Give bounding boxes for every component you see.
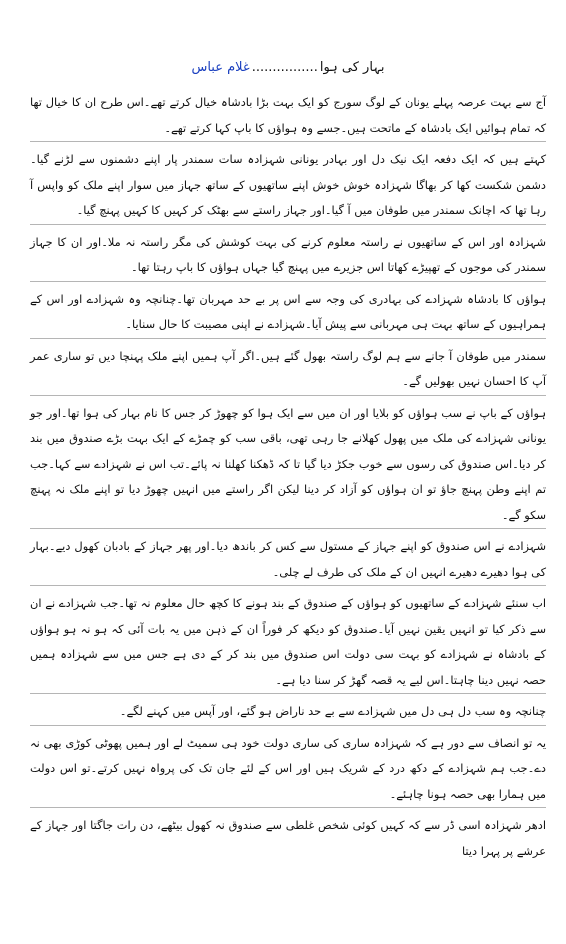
paragraph: چنانچہ وہ سب دل ہی دل میں شہزادے سے بے حد ناراض ہو گئے، اور آپس میں کہنے لگے۔ [30,699,546,726]
paragraph: آج سے بہت عرصہ پہلے یونان کے لوگ سورج کو ایک بہت بڑا بادشاہ خیال کرتے تھے۔اس طرح ان کا خیال تھا کہ تمام ہوائیں ایک بادشاہ کے ماتحت ہیں۔جسے وہ ہواؤں کا باپ کہا کرتے تھے۔ [30,90,546,142]
paragraph: اب سنئے شہزادے کے ساتھیوں کو ہواؤں کے صندوق کے بند ہونے کا کچھ حال معلوم نہ تھا۔جب شہزادے نے ان سے ذکر کیا تو انہیں یقین نہیں آیا۔صندوق کو دیکھ کر فوراً ان کے ذہن میں یہ بات آئی کہ ہو نہ ہو ہواؤں کے بادشاہ نے شہزادے کو بہت سی دولت اس صندوق میں بند کر کے دی ہے جس میں سے شہزادہ ہمیں حصہ نہیں دینا چاہتا۔اس لیے یہ قصہ گھڑ کر سنا دیا ہے۔ [30,591,546,694]
story-title: بہار کی ہوا [319,60,385,75]
paragraph: ہواؤں کا بادشاہ شہزادے کی بہادری کی وجہ سے اس پر بے حد مہربان تھا۔چنانچہ وہ شہزادے اور اس کے ہمراہیوں کے ساتھ بہت ہی مہربانی سے پیش آیا۔شہزادے نے اپنی مصیبت کا حال سنایا۔ [30,287,546,339]
paragraph: شہزادہ اور اس کے ساتھیوں نے راستہ معلوم کرنے کی بہت کوشش کی مگر راستہ نہ ملا۔اور ان کا جہاز سمندر کی موجوں کے تھپیڑے کھاتا اس جزیرے میں پہنچ گیا جہاں ہواؤں کا باپ رہتا تھا۔ [30,230,546,282]
paragraph: کہتے ہیں کہ ایک دفعہ ایک نیک دل اور بہادر یونانی شہزادہ سات سمندر پار اپنے دشمنوں سے لڑنے گیا۔دشمن شکست کھا کر بھاگا شہزادہ خوش خوش اپنے ساتھیوں کے ساتھ جہاز میں سوار اپنے ملک کو واپس آ رہا تھا کہ اچانک سمندر میں طوفان میں آ گیا۔اور جہاز راستے سے بھٹک کر کہیں کا کہیں پہنچ گیا۔ [30,147,546,225]
story-heading [30,58,546,78]
title-separator-dots: ................ [251,60,318,75]
story-page [30,58,546,869]
paragraph: ہواؤں کے باپ نے سب ہواؤں کو بلایا اور ان میں سے ایک ہوا کو چھوڑ کر جس کا نام بہار کی ہوا تھا۔اور جو یونانی شہزادے کی ملک میں پھول کھلانے جا رہی تھی، باقی سب کو چمڑے کے ایک بہت بڑے صندوق میں بند کر دیا۔اس صندوق کی رسوں سے خوب جکڑ دیا گیا تا کہ ڈھکنا کھلنا نہ پائے۔تب اس نے شہزادے سے کہا۔جب تم اپنے وطن پہنچ جاؤ تو ان ہواؤں کو آزاد کر دینا لیکن اگر راستے میں انہیں چھوڑ دیا تو اپنے ملک نہ پہنچ سکو گے۔ [30,401,546,530]
paragraph: شہزادے نے اس صندوق کو اپنے جہاز کے مستول سے کس کر باندھ دیا۔اور پھر جہاز کے بادبان کھول دیے۔بہار کی ہوا دھیرے دھیرے انہیں ان کے ملک کی طرف لے چلی۔ [30,534,546,586]
paragraph: سمندر میں طوفان آ جانے سے ہم لوگ راستہ بھول گئے ہیں۔اگر آپ ہمیں اپنے ملک پہنچا دیں تو ساری عمر آپ کا احسان نہیں بھولیں گے۔ [30,344,546,396]
author-name: غلام عباس [191,60,250,75]
story-body [30,90,546,864]
paragraph: ادھر شہزادہ اسی ڈر سے کہ کہیں کوئی شخص غلطی سے صندوق نہ کھول بیٹھے، دن رات جاگتا اور جہاز کے عرشے پر پہرا دیتا [30,818,546,858]
paragraph: یہ تو انصاف سے دور ہے کہ شہزادہ ساری کی ساری دولت خود ہی سمیٹ لے اور ہمیں پھوٹی کوڑی بھی نہ دے۔جب ہم شہزادے کے دکھ درد کے شریک ہیں اور اس کے لئے جان تک کی پرواہ نہیں کرتے۔تو اس دولت میں ہمارا بھی حصہ ہونا چاہئے۔ [30,731,546,809]
